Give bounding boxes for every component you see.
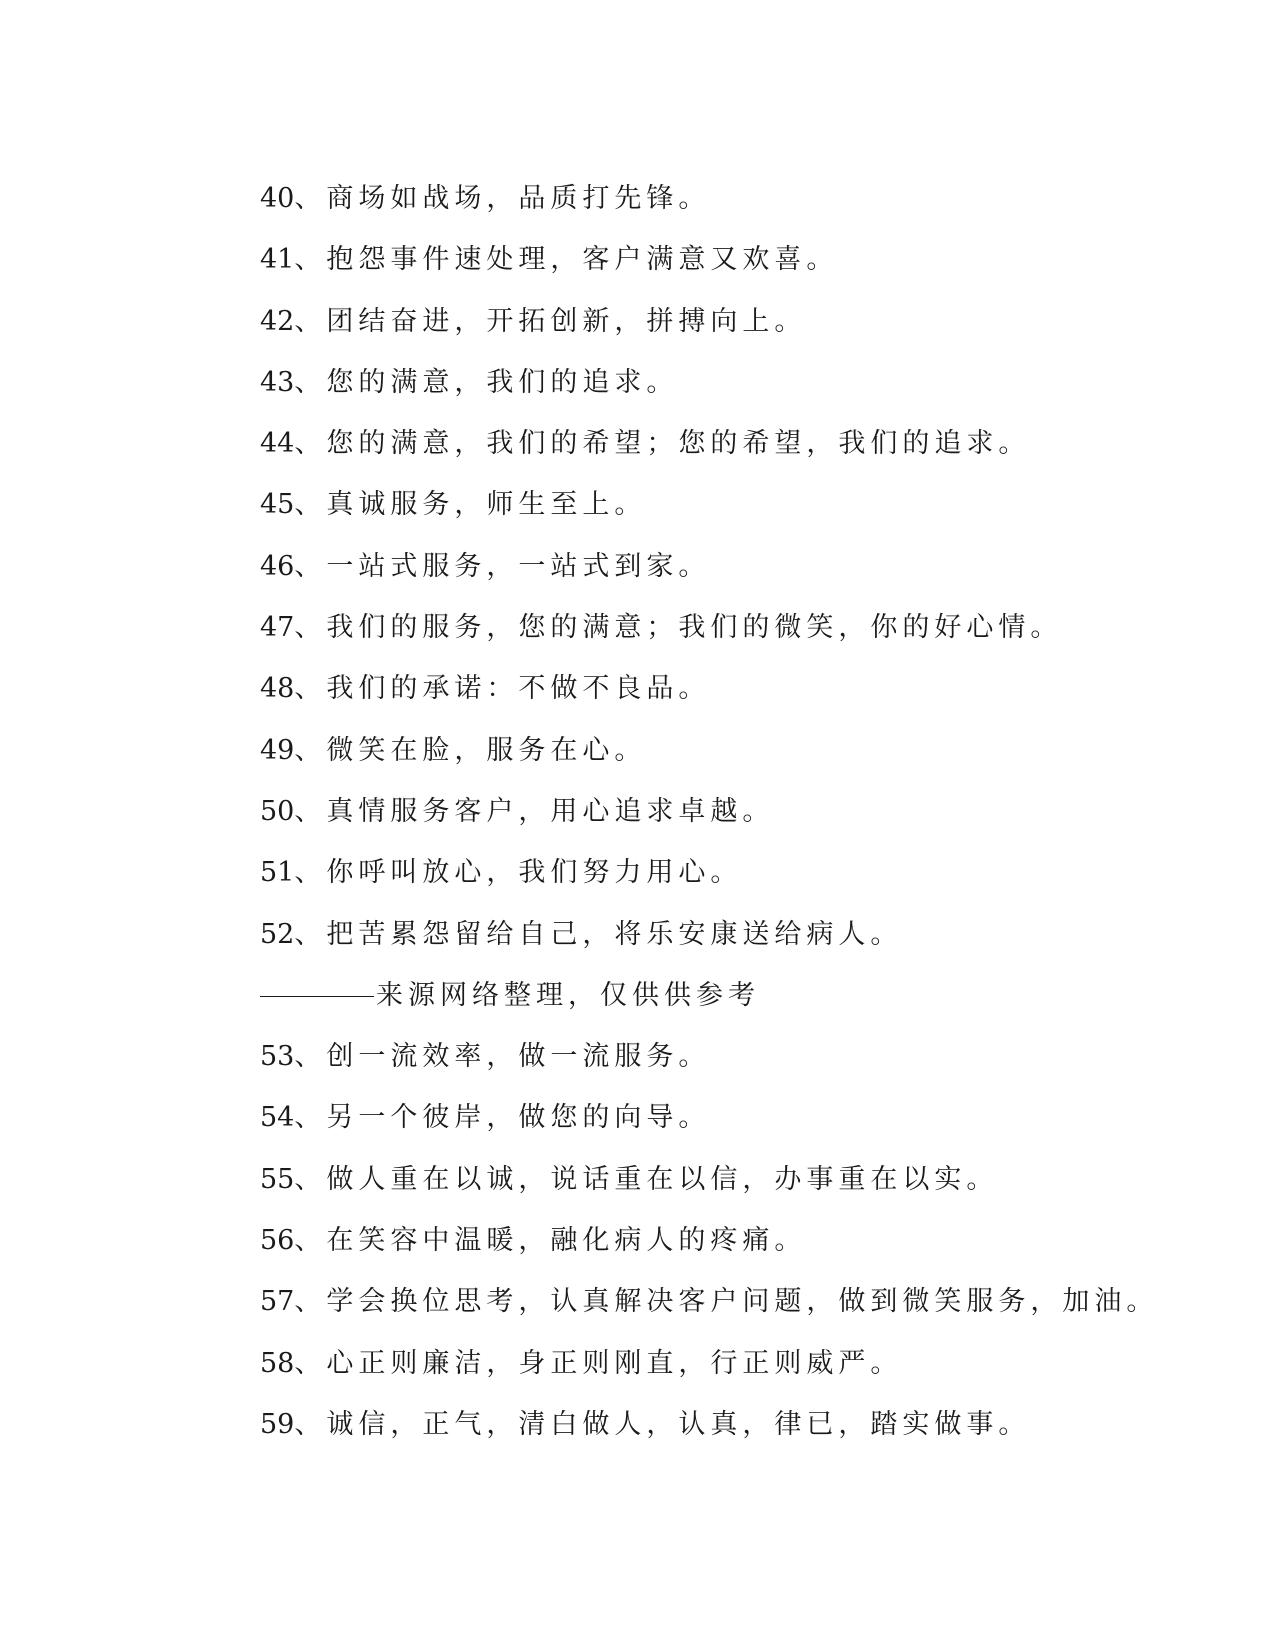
item-text: 、我们的服务，您的满意；我们的微笑，你的好心情。 [294, 612, 1063, 644]
item-text: 、把苦累怨留给自己，将乐安康送给病人。 [294, 918, 903, 950]
item-number: 43 [260, 366, 295, 398]
item-text: 、团结奋进，开拓创新，拼搏向上。 [294, 305, 807, 337]
item-number: 41 [260, 244, 295, 276]
item-text: 、微笑在脸，服务在心。 [294, 734, 647, 766]
item-text: 、另一个彼岸，做您的向导。 [294, 1102, 711, 1134]
item-number: 45 [260, 489, 295, 521]
item-text: 、抱怨事件速处理，客户满意又欢喜。 [294, 244, 839, 276]
list-item [260, 904, 1120, 965]
list-item [260, 474, 1120, 535]
item-number: 47 [260, 612, 295, 644]
list-item [260, 1149, 1120, 1210]
item-number: 59 [260, 1408, 295, 1440]
item-text: 、一站式服务，一站式到家。 [294, 550, 711, 582]
item-number: 46 [260, 550, 295, 582]
list-item [260, 291, 1120, 352]
item-text: 、心正则廉洁，身正则刚直，行正则威严。 [294, 1347, 903, 1379]
item-number: 48 [260, 673, 295, 705]
item-number: 44 [260, 428, 295, 460]
item-text: 、做人重在以诚，说话重在以信，办事重在以实。 [294, 1163, 999, 1195]
list-item [260, 1026, 1120, 1087]
item-text: 、你呼叫放心，我们努力用心。 [294, 857, 743, 889]
list-item [260, 1087, 1120, 1148]
list-item [260, 229, 1120, 290]
list-item [260, 1271, 1159, 1332]
list-item [260, 413, 1120, 474]
list-item [260, 658, 1120, 719]
list-item [260, 842, 1120, 903]
item-number: 50 [260, 795, 295, 827]
item-number: 55 [260, 1163, 295, 1195]
item-text: 、您的满意，我们的希望；您的希望，我们的追求。 [294, 428, 1031, 460]
list-item [260, 781, 1120, 842]
item-text: 、真情服务客户，用心追求卓越。 [294, 795, 775, 827]
source-note-line [260, 965, 1120, 1026]
item-text: 、商场如战场，品质打先锋。 [294, 183, 711, 214]
item-number: 42 [260, 305, 295, 337]
item-number: 53 [260, 1041, 295, 1073]
dash-rule [260, 996, 374, 997]
list-item [260, 536, 1120, 597]
item-number: 49 [260, 734, 295, 766]
list-item [260, 720, 1120, 781]
list-item [260, 597, 1120, 658]
item-number: 56 [260, 1225, 295, 1257]
source-note: 来源网络整理，仅供供参考 [376, 979, 760, 1011]
item-number: 54 [260, 1102, 295, 1134]
item-text: 、在笑容中温暖，融化病人的疼痛。 [294, 1225, 807, 1257]
item-text: 、学会换位思考，认真解决客户问题，做到微笑服务，加油。 [294, 1286, 1159, 1318]
item-number: 58 [260, 1347, 295, 1379]
list-item [260, 168, 1120, 229]
item-number: 57 [260, 1286, 295, 1318]
item-text: 、诚信，正气，清白做人，认真，律已，踏实做事。 [294, 1408, 1031, 1440]
list-item [260, 1210, 1120, 1271]
list-item [260, 1333, 1120, 1394]
list-item [260, 352, 1120, 413]
item-number: 40 [260, 183, 295, 214]
document-page [260, 168, 1159, 1455]
list-item [260, 1394, 1120, 1455]
item-text: 、我们的承诺：不做不良品。 [294, 673, 711, 705]
item-number: 52 [260, 918, 295, 950]
item-text: 、创一流效率，做一流服务。 [294, 1041, 711, 1073]
item-text: 、您的满意，我们的追求。 [294, 366, 679, 398]
item-number: 51 [260, 857, 295, 889]
item-text: 、真诚服务，师生至上。 [294, 489, 647, 521]
